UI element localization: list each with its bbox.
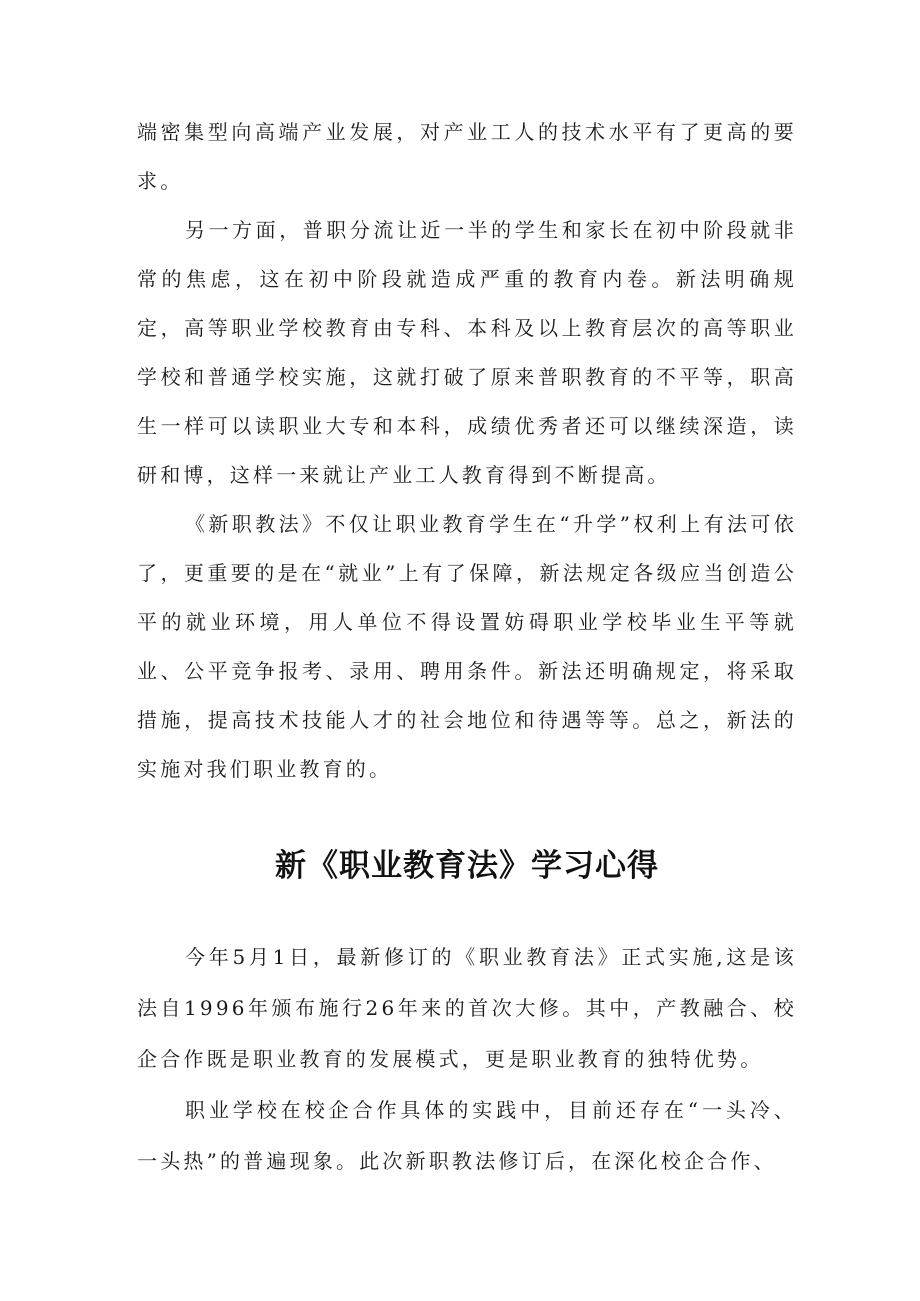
paragraph-employment-guarantee: 《新职教法》不仅让职业教育学生在“升学”权利上有法可依了，更重要的是在“就业”上有了保障，新法规定各级应当创造公平的就业环境，用人单位不得设置妨碍职业学校毕业生平等就业、公平竞争报考、录用、聘用条件。新法还明确规定，将采取措施，提高技术技能人才的社会地位和待遇等等。总之，新法的实施对我们职业教育的。 [137, 512, 797, 781]
paragraph-continuation: 端密集型向高端产业发展，对产业工人的技术水平有了更高的要求。 [137, 120, 797, 193]
paragraph-general-vocational-split: 另一方面，普职分流让近一半的学生和家长在初中阶段就非常的焦虑，这在初中阶段就造成严重的教育内卷。新法明确规定，高等职业学校教育由专科、本科及以上教育层次的高等职业学校和普通学校实施，这就打破了原来普职教育的不平等，职高生一样可以读职业大专和本科，成绩优秀者还可以继续深造，读研和博，这样一来就让产业工人教育得到不断提高。 [137, 218, 797, 487]
document-body [137, 108, 797, 1187]
paragraph-law-revision: 今年5月1日，最新修订的《职业教育法》正式实施,这是该法自1996年颁布施行26年来的首次大修。其中，产教融合、校企合作既是职业教育的发展模式，更是职业教育的独特优势。 [137, 945, 797, 1071]
paragraph-school-enterprise-cooperation: 职业学校在校企合作具体的实践中，目前还存在“一头冷、一头热”的普遍现象。此次新职教法修订后，在深化校企合作、 [137, 1098, 797, 1173]
document-title: 新《职业教育法》学习心得 [275, 848, 659, 884]
